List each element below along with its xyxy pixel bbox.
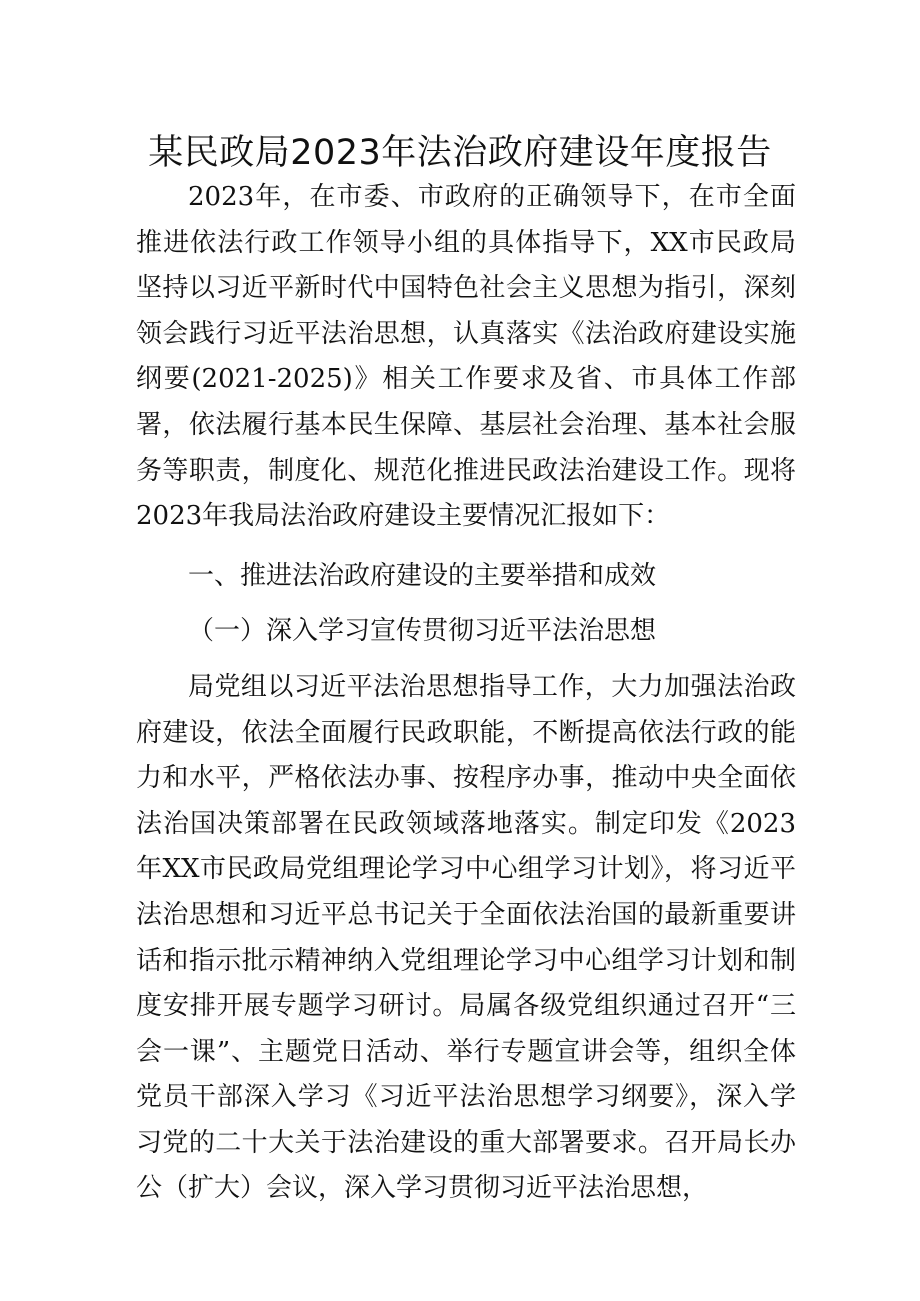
section-heading: 一、推进法治政府建设的主要举措和成效 — [188, 560, 657, 591]
document-body — [136, 175, 796, 1212]
intro-paragraph: 2023年，在市委、市政府的正确领导下，在市全面推进依法行政工作领导小组的具体指导下，XX市民政局坚持以习近平新时代中国特色社会主义思想为指引，深刻领会践行习近平法治思想，认真落实《法治政府建设实施纲要(2021-2025)》相关工作要求及省、市具体工作部署，依法履行基本民生保障、基层社会治理、基本社会服务等职责，制度化、规范化推进民政法治建设工作。现将2023年我局法治政府建设主要情况汇报如下： — [136, 182, 796, 532]
subsection-paragraph: 局党组以习近平法治思想指导工作，大力加强法治政府建设，依法全面履行民政职能，不断提高依法行政的能力和水平，严格依法办事、按程序办事，推动中央全面依法治国决策部署在民政领域落地落实。制定印发《2023年XX市民政局党组理论学习中心组学习计划》，将习近平法治思想和习近平总书记关于全面依法治国的最新重要讲话和指示批示精神纳入党组理论学习中心组学习计划和制度安排开展专题学习研讨。局属各级党组织通过召开“三会一课”、主题党日活动、举行专题宣讲会等，组织全体党员干部深入学习《习近平法治思想学习纲要》，深入学习党的二十大关于法治建设的重大部署要求。召开局长办公（扩大）会议，深入学习贯彻习近平法治思想， — [136, 671, 796, 1204]
document-title: 某民政局2023年法治政府建设年度报告 — [148, 133, 772, 173]
subsection-heading: （一）深入学习宣传贯彻习近平法治思想 — [188, 616, 657, 647]
